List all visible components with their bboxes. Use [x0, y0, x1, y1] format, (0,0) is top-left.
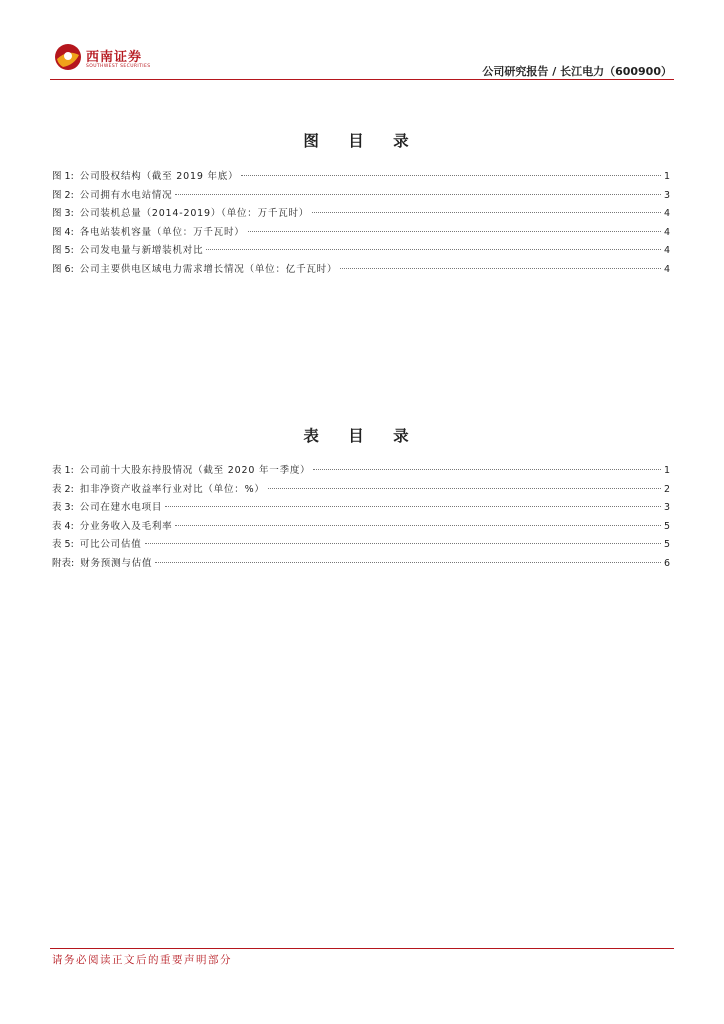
toc-entry-page: 5	[663, 520, 670, 532]
toc-dot-leader	[340, 268, 661, 269]
toc-entry[interactable]	[52, 555, 670, 574]
toc-entry[interactable]	[52, 205, 670, 224]
logo-emblem-icon	[54, 43, 82, 71]
toc-entry[interactable]	[52, 536, 670, 555]
toc-entry-page: 3	[663, 502, 670, 514]
toc-entry[interactable]	[52, 499, 670, 518]
toc-entry-label: 扣非净资产收益率行业对比（单位：%）	[79, 483, 265, 495]
toc-dot-leader	[175, 525, 660, 526]
toc-entry-label: 公司前十大股东持股情况（截至 2020 年一季度）	[79, 465, 311, 476]
toc-entry-page: 1	[663, 171, 670, 182]
toc-entry[interactable]	[52, 518, 670, 537]
toc-dot-leader	[175, 194, 660, 195]
toc-dot-leader	[165, 506, 661, 507]
header-divider	[50, 79, 674, 80]
toc-entry-label: 公司主要供电区域电力需求增长情况（单位：亿千瓦时）	[79, 263, 338, 275]
company-logo	[54, 43, 174, 77]
figures-toc-list	[52, 168, 670, 280]
toc-dot-leader	[145, 543, 661, 544]
page-header	[0, 0, 724, 82]
toc-dot-leader	[241, 175, 661, 176]
toc-entry-number: 表 2:	[52, 483, 74, 495]
toc-entry-number: 表 4:	[52, 520, 74, 532]
toc-entry[interactable]	[52, 481, 670, 500]
toc-entry-label: 分业务收入及毛利率	[79, 520, 173, 532]
toc-entry-page: 3	[663, 189, 670, 201]
toc-entry-number: 表 1:	[52, 465, 74, 476]
toc-entry-label: 公司在建水电项目	[79, 502, 163, 514]
toc-entry-page: 6	[663, 557, 670, 569]
toc-entry-label: 各电站装机容量（单位：万千瓦时）	[79, 226, 245, 238]
toc-entry[interactable]	[52, 187, 670, 206]
toc-entry-label: 公司股权结构（截至 2019 年底）	[79, 171, 239, 182]
toc-entry-page: 4	[663, 208, 670, 220]
logo-text: 西南证券	[86, 50, 143, 65]
toc-dot-leader	[313, 469, 660, 470]
toc-entry-label: 公司拥有水电站情况	[79, 189, 173, 201]
footer-disclaimer: 请务必阅读正文后的重要声明部分	[52, 954, 232, 966]
toc-dot-leader	[312, 212, 661, 213]
toc-entry-page: 4	[663, 263, 670, 275]
toc-entry-number: 表 5:	[52, 539, 74, 551]
toc-entry-label: 公司发电量与新增装机对比	[79, 245, 204, 257]
toc-dot-leader	[206, 249, 661, 250]
toc-entry-label: 公司装机总量（2014-2019）（单位：万千瓦时）	[79, 208, 310, 220]
toc-entry-label: 财务预测与估值	[80, 557, 153, 569]
toc-entry-number: 图 3:	[52, 208, 74, 220]
toc-entry-page: 1	[663, 465, 670, 476]
toc-dot-leader	[248, 231, 661, 232]
tables-toc-list	[52, 462, 670, 574]
toc-entry-number: 图 4:	[52, 226, 74, 238]
toc-entry-page: 5	[663, 539, 670, 551]
figures-toc-title: 图 目 录	[303, 131, 421, 150]
toc-dot-leader	[155, 562, 661, 563]
toc-entry[interactable]	[52, 168, 670, 187]
toc-entry-number: 图 2:	[52, 189, 74, 201]
toc-entry-page: 2	[663, 483, 670, 495]
toc-entry-page: 4	[663, 245, 670, 257]
toc-entry-number: 图 5:	[52, 245, 74, 257]
toc-entry[interactable]	[52, 242, 670, 261]
toc-entry[interactable]	[52, 261, 670, 280]
toc-entry-number: 表 3:	[52, 502, 74, 514]
report-title: 公司研究报告 / 长江电力（600900）	[482, 65, 672, 78]
toc-entry-number: 图 1:	[52, 171, 74, 182]
toc-entry[interactable]	[52, 224, 670, 243]
toc-entry-number: 附表:	[52, 557, 75, 569]
toc-entry[interactable]	[52, 462, 670, 481]
toc-dot-leader	[268, 488, 661, 489]
toc-entry-label: 可比公司估值	[79, 539, 142, 551]
toc-entry-number: 图 6:	[52, 263, 74, 275]
tables-toc-title: 表 目 录	[303, 426, 421, 445]
footer-divider	[50, 948, 674, 949]
logo-english-text: SOUTHWEST SECURITIES	[86, 64, 151, 69]
toc-entry-page: 4	[663, 226, 670, 238]
